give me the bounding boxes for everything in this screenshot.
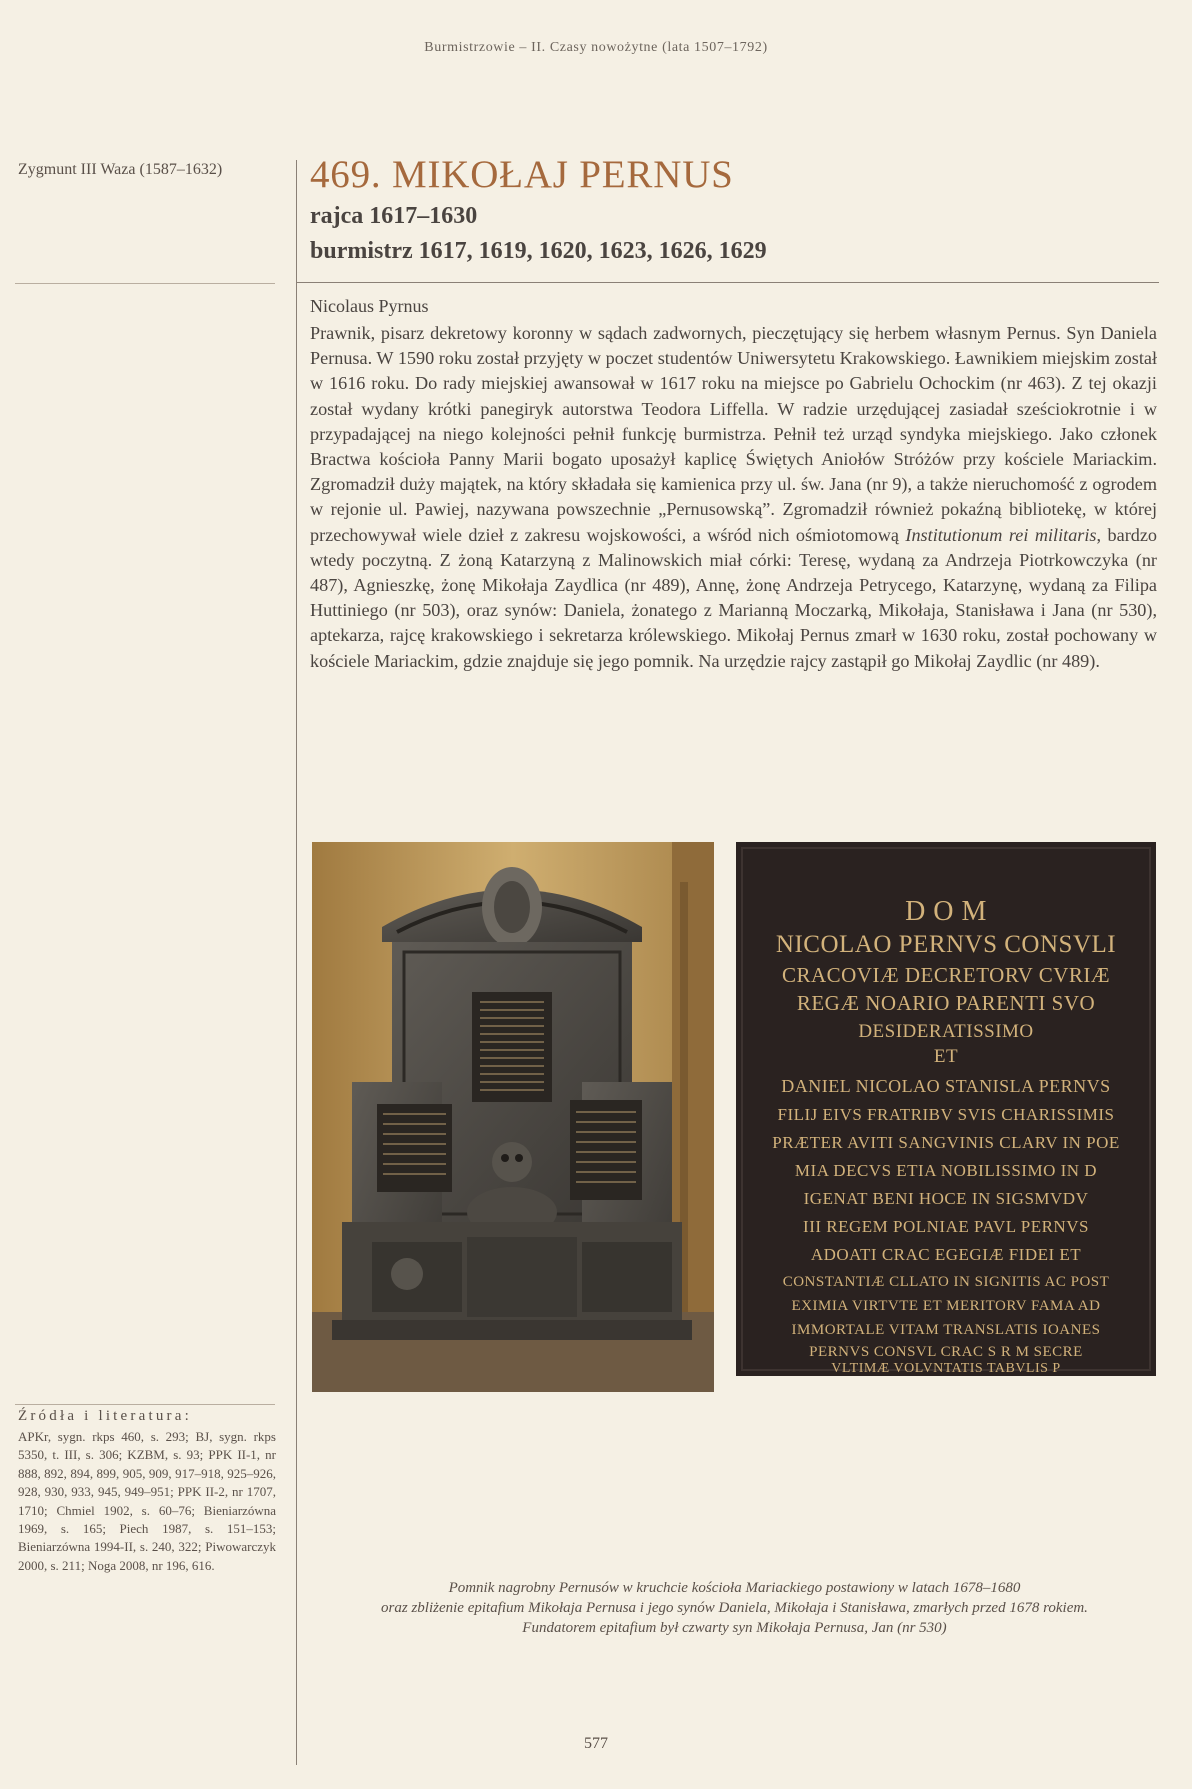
inscription-line: REGÆ NOARIO PARENTI SVO: [796, 991, 1096, 1015]
inscription-line: ADOATI CRAC EGEGIÆ FIDEI ET: [810, 1245, 1082, 1264]
margin-reign-label: Zygmunt III Waza (1587–1632): [18, 161, 223, 178]
inscription-line: EXIMIA VIRTVTE ET MERITORV FAMA AD: [791, 1298, 1101, 1314]
entry-office-mayor: burmistrz 1617, 1619, 1620, 1623, 1626, 1629: [310, 238, 767, 264]
column-divider: [296, 160, 297, 1765]
caption-line-2: oraz zbliżenie epitafium Mikołaja Pernusa i jego synów Daniela, Mikołaja i Stanisława, zmarłych przed 1678 rokiem.: [381, 1600, 1088, 1616]
epitaph-inscription-photo: [736, 842, 1156, 1376]
inscription-line: NICOLAO PERNVS CONSVLI: [775, 931, 1117, 958]
inscription-line: CONSTANTIÆ CLLATO IN SIGNITIS AC POST: [782, 1274, 1110, 1290]
inscription-line: PRÆTER AVITI SANGVINIS CLARV IN POE: [772, 1133, 1120, 1152]
entry-body-part1: Prawnik, pisarz dekretowy koronny w sądach zadwornych, pieczętujący się herbem własnym Pernus. Syn Daniela Pernusa. W 1590 roku został przyjęty w poczet studentów Uniwersytetu Krakowskiego. Ławnikiem miejskim został w 1616 roku. Do rady miejskiej awansował w 1617 roku na miejsce po Gabrielu Ochockim (nr 463). Z tej okazji został wydany krótki panegiryk autorstwa Teodora Liffella. W radzie urzędującej zasiadał sześciokrotnie i w przypadającej na niego kolejności pełnił funkcję burmistrza. Pełnił też urząd syndyka miejskiego. Jako członek Bractwa kościoła Panny Marii bogato uposażył kaplicę Świętych Aniołów Stróżów przy kościele Mariackim. Zgromadził duży majątek, na który składała się kamienica przy ul. św. Jana (nr 9), a także nieruchomość z ogrodem w rejonie ul. Pawiej, nazywana powszechnie „Pernusowską”. Zgromadził również pokaźną bibliotekę, w której przechowywał wiele dzieł z zakresu wojskowości, a wśród nich ośmiotomową: [310, 323, 1157, 545]
inscription-line: DANIEL NICOLAO STANISLA PERNVS: [781, 1076, 1111, 1096]
caption-line-3: Fundatorem epitafium był czwarty syn Mikołaja Pernusa, Jan (nr 530): [522, 1620, 947, 1636]
sources-heading: Źródła i literatura:: [18, 1408, 192, 1424]
inscription-line: DESIDERATISSIMO: [858, 1021, 1034, 1042]
inscription-line: IMMORTALE VITAM TRANSLATIS IOANES: [791, 1322, 1101, 1338]
page-number: 577: [584, 1735, 608, 1752]
tomb-monument-photo: [312, 842, 714, 1392]
title-divider: [296, 282, 1159, 283]
inscription-line: III REGEM POLNIAE PAVL PERNVS: [803, 1217, 1089, 1236]
inscription-line: MIA DECVS ETIA NOBILISSIMO IN D: [794, 1161, 1098, 1180]
running-head: Burmistrzowie – II. Czasy nowożytne (lata 1507–1792): [424, 40, 768, 55]
book-title: Institutionum rei militaris: [905, 524, 1097, 545]
caption-line-1: Pomnik nagrobny Pernusów w kruchcie kościoła Mariackiego postawiony w latach 1678–1680: [448, 1580, 1021, 1596]
inscription-line: ET: [933, 1046, 959, 1067]
inscription-line: D O M: [905, 896, 987, 927]
sources-list: APKr, sygn. rkps 460, s. 293; BJ, sygn. rkps 5350, t. III, s. 306; KZBM, s. 93; PPK II-1, nr 888, 892, 894, 899, 905, 909, 917–918, 925–926, 928, 930, 933, 945, 949–951; PPK II-2, nr 1707, 1710; Chmiel 1902, s. 60–76; Bieniarzówna 1969, s. 165; Piech 1987, s. 151–153; Bieniarzówna 1994-II, s. 240, 322; Piwowarczyk 2000, s. 211; Noga 2008, nr 196, 616.: [18, 1429, 276, 1573]
figure-caption: [312, 1578, 1157, 1638]
margin-divider: [15, 283, 275, 284]
entry-body: [310, 321, 1157, 674]
latin-name: Nicolaus Pyrnus: [310, 296, 429, 316]
inscription-line: VLTIMÆ VOLVNTATIS TABVLIS P: [831, 1361, 1061, 1376]
entry-office-councillor: rajca 1617–1630: [310, 203, 478, 229]
entry-body-part2: , bardzo wtedy poczytną. Z żoną Katarzyną z Malinowskich miał córki: Teresę, wydaną za Andrzeja Piotrkowczyka (nr 487), Agnieszkę, żonę Mikołaja Zaydlica (nr 489), Annę, żonę Andrzeja Petrycego, Katarzynę, wydaną za Filipa Huttiniego (nr 503), oraz synów: Daniela, żonatego z Marianną Moczarką, Mikołaja, Stanisława i Jana (nr 530), aptekarza, rajcę krakowskiego i sekretarza królewskiego. Mikołaj Pernus zmarł w 1630 roku, został pochowany w kościele Mariackim, gdzie znajduje się jego pomnik. Na urzędzie rajcy zastąpił go Mikołaj Zaydlic (nr 489).: [310, 524, 1158, 671]
inscription-line: FILIJ EIVS FRATRIBV SVIS CHARISSIMIS: [777, 1105, 1115, 1124]
tomb-monument-illustration: [312, 842, 714, 1392]
epitaph-inscription-plate: [736, 842, 1156, 1376]
inscription-line: IGENAT BENI HOCE IN SIGSMVDV: [803, 1189, 1089, 1208]
inscription-line: PERNVS CONSVL CRAC S R M SECRE: [809, 1344, 1083, 1360]
inscription-line: CRACOVIÆ DECRETORV CVRIÆ: [781, 963, 1111, 987]
sources-divider: [15, 1404, 275, 1405]
entry-title: 469. MIKOŁAJ PERNUS: [310, 153, 734, 196]
